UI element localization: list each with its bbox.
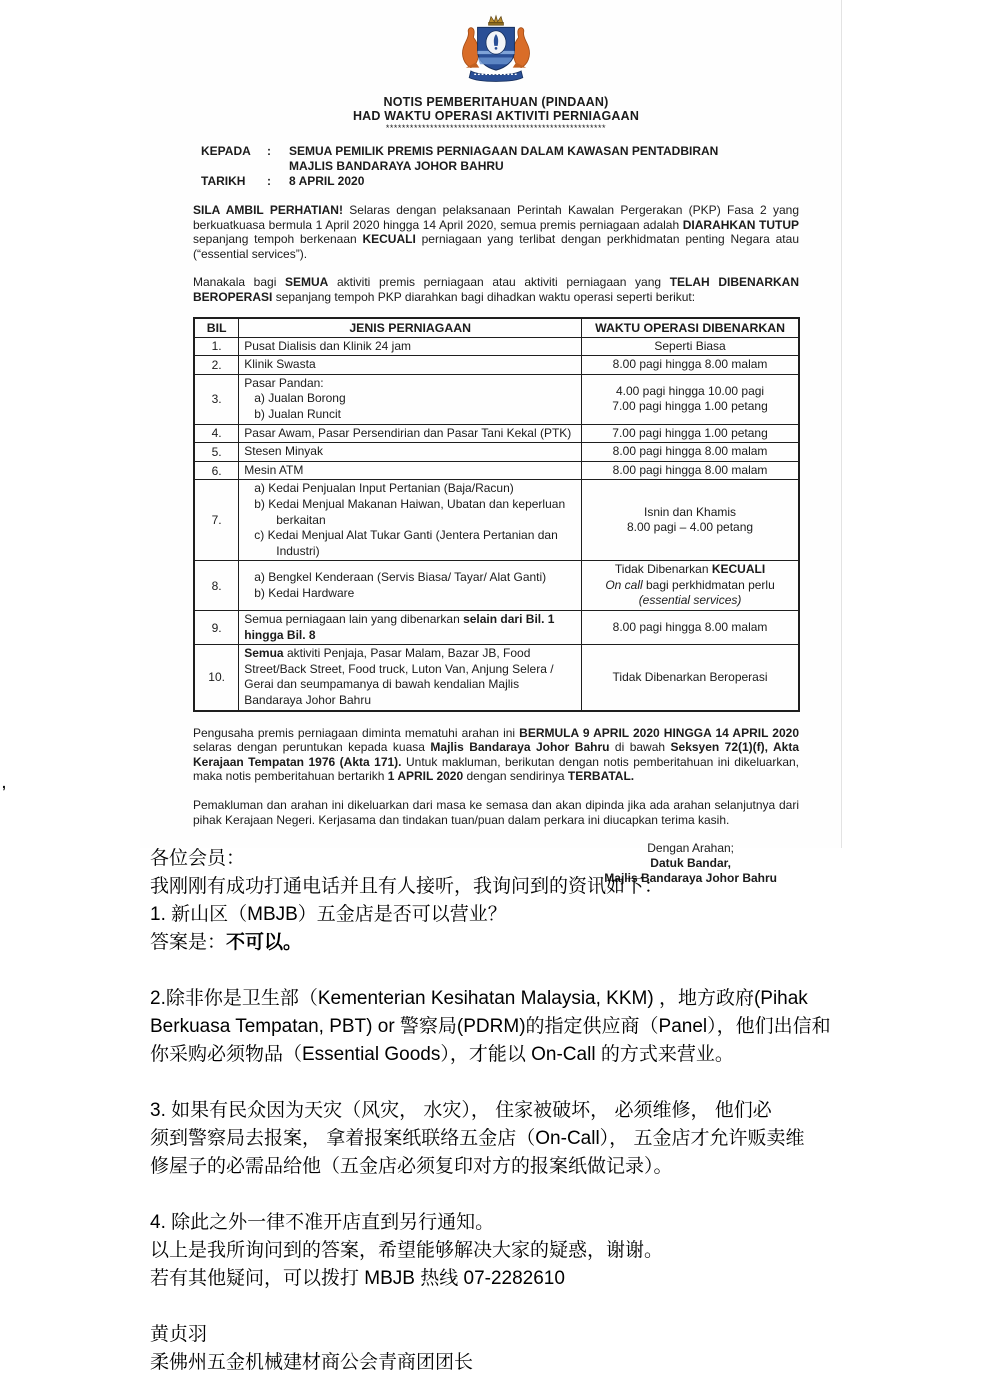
waktu-cell: 7.00 pagi hingga 1.00 petang bbox=[582, 424, 799, 443]
bil-cell: 8. bbox=[194, 561, 239, 611]
table-row bbox=[194, 356, 799, 375]
tarikh-label: TARIKH bbox=[201, 174, 246, 188]
table-row bbox=[194, 337, 799, 356]
jenis-cell: Semua perniagaan lain yang dibenarkan selain dari Bil. 1 hingga Bil. 8 bbox=[239, 611, 582, 645]
waktu-cell: 8.00 pagi hingga 8.00 malam bbox=[582, 443, 799, 462]
kepada-colon: : bbox=[267, 144, 271, 158]
table-header-cell: WAKTU OPERASI DIBENARKAN bbox=[582, 318, 799, 338]
paragraph-attention: SILA AMBIL PERHATIAN! Selaras dengan pelaksanaan Perintah Kawalan Pergerakan (PKP) Fasa 2 yang berkuatkuasa bermula 1 April 2020 hingga 14 April 2020, semua premis perniagaan adalah DIARAHKAN TUTUP sepanjang tempoh berkenaan KECUALI perniagaan yang terlibat dengan perkhidmatan penting Negara atau (“essential services”). bbox=[193, 203, 799, 261]
jenis-cell: Pusat Dialisis dan Klinik 24 jam bbox=[239, 337, 582, 356]
waktu-cell: Isnin dan Khamis 8.00 pagi – 4.00 petang bbox=[582, 480, 799, 561]
message-line bbox=[150, 957, 890, 985]
table-row bbox=[194, 611, 799, 645]
message-line: 1. 新山区（MBJB）五金店是否可以营业？ bbox=[150, 904, 507, 925]
tarikh-value: 8 APRIL 2020 bbox=[289, 174, 365, 188]
waktu-cell: Tidak Dibenarkan Beroperasi bbox=[582, 645, 799, 711]
jenis-cell: a) Kedai Penjualan Input Pertanian (Baja/Racun) b) Kedai Menjual Makanan Haiwan, Ubatan dan keperluan berkaitan c) Kedai Menjual Alat Tukar Ganti (Jentera Pertanian dan Industri) bbox=[239, 480, 582, 561]
bil-cell: 10. bbox=[194, 645, 239, 711]
message-line: 须到警察局去报案， 拿着报案纸联络五金店（On-Call）， 五金店才允许贩卖维 bbox=[150, 1128, 805, 1149]
message-line: 答案是：不可以。 bbox=[150, 932, 303, 953]
message-line: 若有其他疑问，可以拨打 MBJB 热线 07-2282610 bbox=[150, 1268, 565, 1289]
bil-cell: 1. bbox=[194, 337, 239, 356]
waktu-cell: 4.00 pagi hingga 10.00 pagi 7.00 pagi hingga 1.00 petang bbox=[582, 374, 799, 424]
jenis-cell: Stesen Minyak bbox=[239, 443, 582, 462]
address-block bbox=[201, 144, 799, 189]
notice-title-line1: NOTIS PEMBERITAHUAN (PINDAAN) bbox=[383, 95, 609, 109]
bil-cell: 9. bbox=[194, 611, 239, 645]
message-line: 你采购必须物品（Essential Goods），才能以 On-Call 的方式来营业。 bbox=[150, 1044, 734, 1065]
message-line bbox=[150, 1181, 890, 1209]
message-line: 以上是我所询问到的答案，希望能够解决大家的疑惑，谢谢。 bbox=[150, 1240, 664, 1261]
message-line: Berkuasa Tempatan, PBT) or 警察局(PDRM)的指定供应商（Panel），他们出信和 bbox=[150, 1016, 831, 1037]
jenis-cell: Mesin ATM bbox=[239, 461, 582, 480]
bil-cell: 5. bbox=[194, 443, 239, 462]
waktu-cell: 8.00 pagi hingga 8.00 malam bbox=[582, 611, 799, 645]
message-line: 我刚刚有成功打通电话并且有人接听，我询问到的资讯如下： bbox=[150, 876, 664, 897]
table-row bbox=[194, 561, 799, 611]
table-row bbox=[194, 461, 799, 480]
message-line bbox=[150, 1293, 890, 1321]
message-line: 各位会员： bbox=[150, 848, 246, 869]
notice-title-line2: HAD WAKTU OPERASI AKTIVITI PERNIAGAAN bbox=[352, 109, 640, 123]
paragraph-intro-table: Manakala bagi SEMUA aktiviti premis perniagaan atau aktiviti perniagaan yang TELAH DIBENARKAN BEROPERASI sepanjang tempoh PKP diarahkan bagi dihadkan waktu operasi seperti berikut: bbox=[193, 275, 800, 304]
message-line: 柔佛州五金机械建材商公会青商团团长 bbox=[150, 1352, 474, 1373]
crest-container bbox=[193, 14, 799, 91]
kepada-value-line1: SEMUA PEMILIK PREMIS PERNIAGAAN DALAM KAWASAN PENTADBIRAN bbox=[289, 144, 719, 158]
mbjb-coat-of-arms-icon bbox=[445, 14, 547, 86]
operating-hours-table bbox=[193, 317, 800, 712]
waktu-cell: 8.00 pagi hingga 8.00 malam bbox=[582, 356, 799, 375]
signature-line: Majlis Bandaraya Johor Bahru bbox=[604, 871, 777, 886]
signature-line: Datuk Bandar, bbox=[650, 856, 731, 871]
table-row bbox=[194, 480, 799, 561]
bil-cell: 2. bbox=[194, 356, 239, 375]
waktu-cell: Seperti Biasa bbox=[582, 337, 799, 356]
waktu-cell: Tidak Dibenarkan KECUALI On call bagi perkhidmatan perlu (essential services) bbox=[582, 561, 799, 611]
table-header-row bbox=[194, 318, 799, 338]
message-line: 修屋子的必需品给他（五金店必须复印对方的报案纸做记录）。 bbox=[150, 1156, 673, 1177]
tarikh-colon: : bbox=[267, 174, 271, 188]
table-row bbox=[194, 645, 799, 711]
kepada-label: KEPADA bbox=[201, 144, 251, 158]
jenis-cell: a) Bengkel Kenderaan (Servis Biasa/ Tayar/ Alat Ganti) b) Kedai Hardware bbox=[239, 561, 582, 611]
bil-cell: 4. bbox=[194, 424, 239, 443]
jenis-cell: Pasar Awam, Pasar Persendirian dan Pasar Tani Kekal (PTK) bbox=[239, 424, 582, 443]
signature-line: Dengan Arahan; bbox=[647, 841, 735, 856]
chinese-message bbox=[150, 845, 890, 1377]
table-row bbox=[194, 374, 799, 424]
jenis-cell: Klinik Swasta bbox=[239, 356, 582, 375]
message-line: 3. 如果有民众因为天灾（风灾， 水灾）， 住家被破坏， 必须维修， 他们必 bbox=[150, 1100, 772, 1121]
message-line bbox=[150, 1069, 890, 1097]
table-header-cell: BIL bbox=[194, 318, 239, 338]
paragraph-closing: Pemakluman dan arahan ini dikeluarkan dari masa ke semasa dan akan dipinda jika ada arahan selanjutnya dari pihak Kerajaan Negeri. Kerjasama dan tindakan tuan/puan dalam perkara ini diucapkan terima kasih. bbox=[193, 798, 799, 827]
table-header-cell: JENIS PERNIAGAAN bbox=[239, 318, 582, 338]
bil-cell: 6. bbox=[194, 461, 239, 480]
title-divider: ******************************************************* bbox=[385, 123, 607, 133]
table-row bbox=[194, 443, 799, 462]
jenis-cell: Pasar Pandan: a) Jualan Borong b) Jualan Runcit bbox=[239, 374, 582, 424]
table-row bbox=[194, 424, 799, 443]
paragraph-enforcement: Pengusaha premis perniagaan diminta mematuhi arahan ini BERMULA 9 APRIL 2020 HINGGA 14 APRIL 2020 selaras dengan peruntukan kepada kuasa Majlis Bandaraya Johor Bahru di bawah Seksyen 72(1)(f), Akta Kerajaan Tempatan 1976 (Akta 171). Untuk makluman, berikutan dengan notis pemberitahuan ini dikeluarkan, maka notis pemberitahuan bertarikh 1 APRIL 2020 dengan sendirinya TERBATAL. bbox=[193, 725, 800, 784]
bil-cell: 7. bbox=[194, 480, 239, 561]
jenis-cell: Semua aktiviti Penjaja, Pasar Malam, Bazar JB, Food Street/Back Street, Food truck, Luton Van, Anjung Selera / Gerai dan seumpamanya di bawah kendalian Majlis Bandaraya Johor Bahru bbox=[239, 645, 582, 711]
waktu-cell: 8.00 pagi hingga 8.00 malam bbox=[582, 461, 799, 480]
message-line: 2.除非你是卫生部（Kementerian Kesihatan Malaysia, KKM) ，地方政府(Pihak bbox=[150, 988, 808, 1009]
message-line: 4. 除此之外一律不准开店直到另行通知。 bbox=[150, 1212, 495, 1233]
stray-comma-artifact: , bbox=[2, 775, 6, 791]
kepada-value-line2: MAJLIS BANDARAYA JOHOR BAHRU bbox=[289, 159, 504, 173]
message-line: 黄贞羽 bbox=[150, 1324, 208, 1345]
operating-hours-table-body bbox=[194, 337, 799, 711]
bil-cell: 3. bbox=[194, 374, 239, 424]
